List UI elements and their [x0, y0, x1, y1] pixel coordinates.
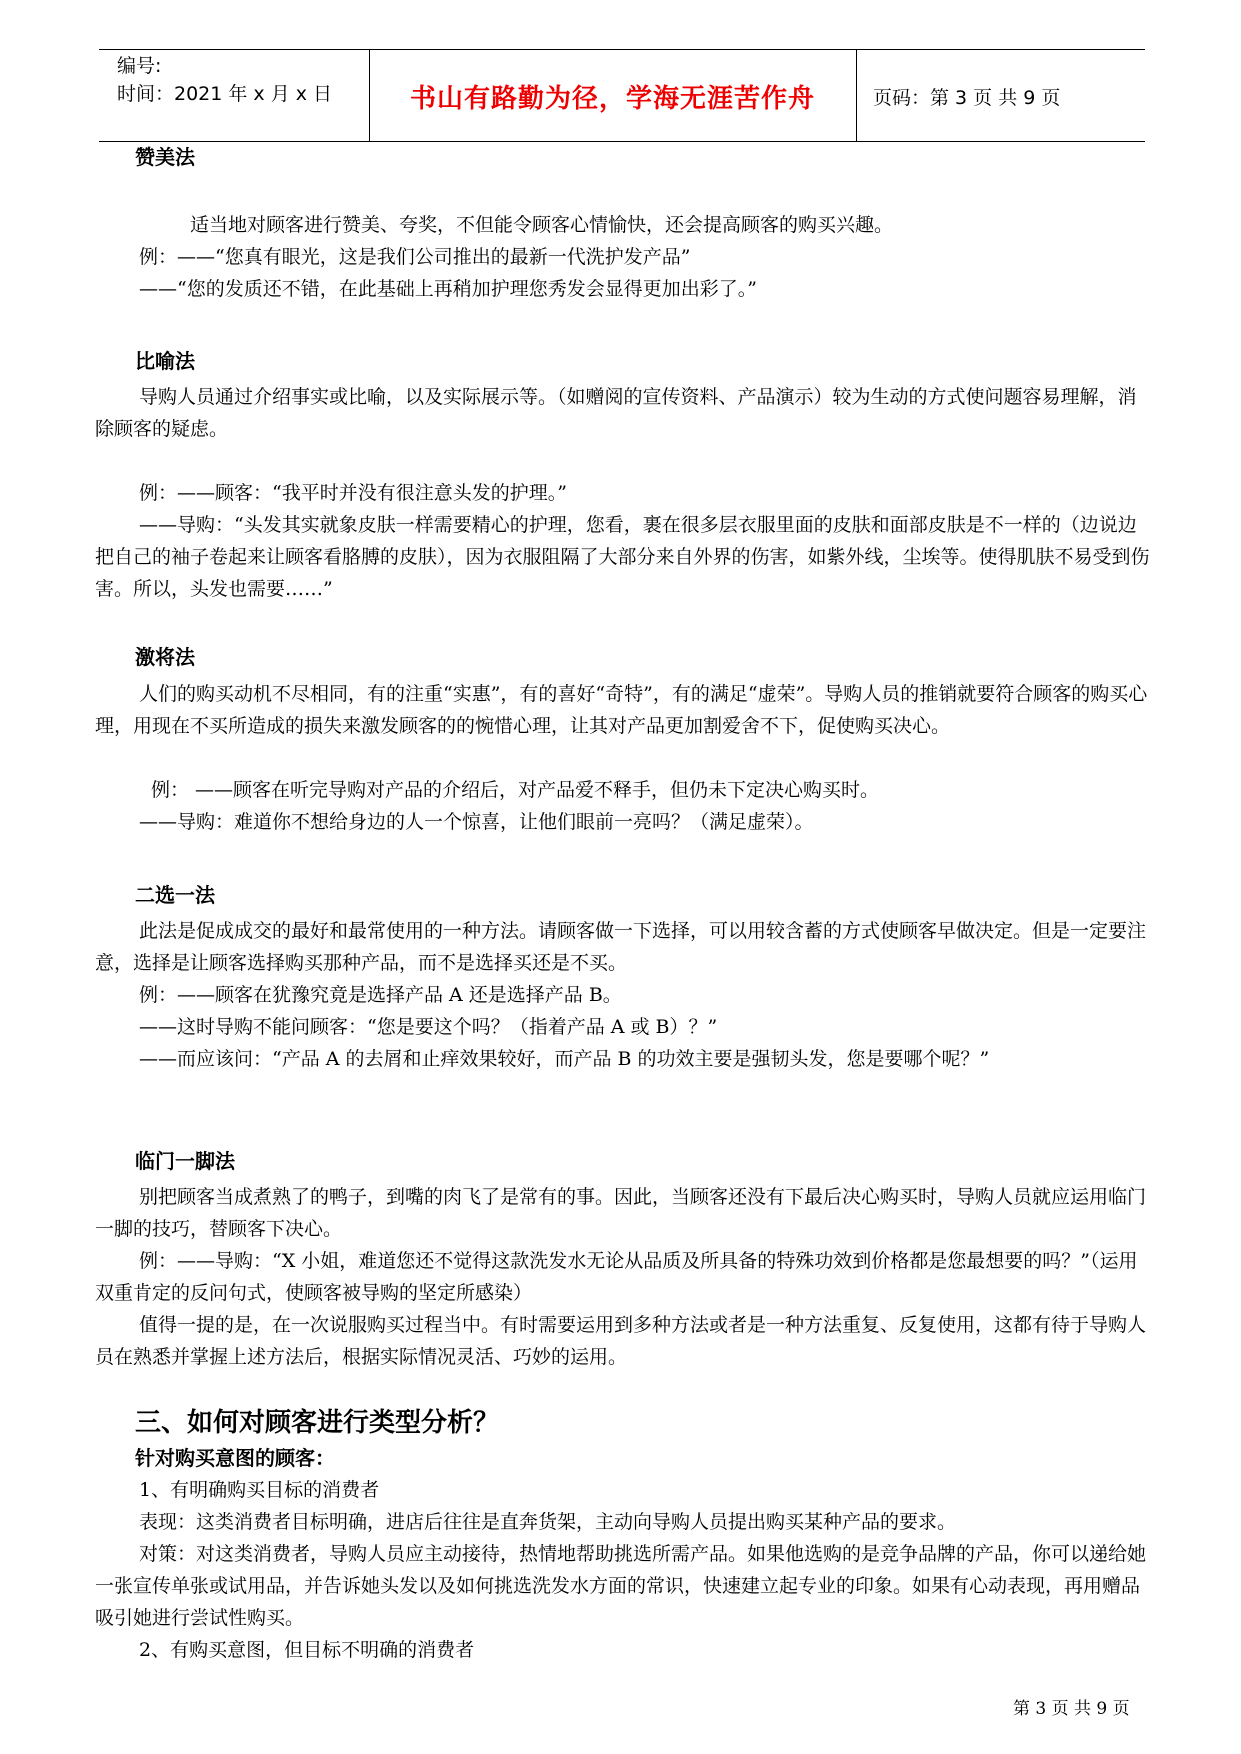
- header-meta: [117, 52, 332, 108]
- paragraph: 例：——“您真有眼光，这是我们公司推出的最新一代洗护发产品”: [139, 246, 691, 268]
- section-title-metaphor: 比喻法: [135, 349, 195, 373]
- header-page-info: 页码：第 3 页 共 9 页: [873, 87, 1061, 109]
- section-title-alternative: 二选一法: [135, 883, 215, 907]
- paragraph: ——“您的发质还不错，在此基础上再稍加护理您秀发会显得更加出彩了。”: [139, 278, 757, 300]
- page-footer: 第 3 页 共 9 页: [1013, 1699, 1130, 1719]
- paragraph: 导购人员通过介绍事实或比喻，以及实际展示等。（如赠阅的宣传资料、产品演示）较为生动的方式使问题容易理解，消除顾客的疑虑。: [95, 386, 1137, 440]
- document-number: 编号:: [117, 55, 162, 77]
- section-title-final-push: 临门一脚法: [135, 1149, 235, 1173]
- paragraph: 例：——顾客在犹豫究竟是选择产品 A 还是选择产品 B。: [139, 984, 622, 1006]
- header-top-rule: [99, 49, 1145, 50]
- paragraph: ——导购：难道你不想给身边的人一个惊喜，让他们眼前一亮吗？（满足虚荣）。: [139, 811, 814, 833]
- part-three-subheading: 针对购买意图的顾客：: [135, 1446, 335, 1470]
- paragraph: 别把顾客当成煮熟了的鸭子，到嘴的肉飞了是常有的事。因此，当顾客还没有下最后决心购买时，导购人员就应运用临门一脚的技巧，替顾客下决心。: [95, 1186, 1147, 1240]
- paragraph: 例： ——顾客在听完导购对产品的介绍后，对产品爱不释手，但仍未下定决心购买时。: [151, 779, 880, 801]
- paragraph: 2、有购买意图，但目标不明确的消费者: [139, 1639, 475, 1661]
- paragraph: 1、有明确购买目标的消费者: [139, 1479, 380, 1501]
- paragraph: 适当地对顾客进行赞美、夸奖，不但能令顾客心情愉快，还会提高顾客的购买兴趣。: [190, 214, 894, 236]
- header-motto: 书山有路勤为径，学海无涯苦作舟: [409, 84, 815, 114]
- document-date: 时间：2021 年 x 月 x 日: [117, 83, 333, 105]
- paragraph: ——这时导购不能问顾客：“您是要这个吗？（指着产品 A 或 B）？”: [139, 1016, 718, 1038]
- paragraph: 例：——导购：“X 小姐，难道您还不觉得这款洗发水无论从品质及所具备的特殊功效到价格都是您最想要的吗？”（运用双重肯定的反问句式，使顾客被导购的坚定所感染）: [95, 1250, 1138, 1304]
- paragraph: 此法是促成成交的最好和最常使用的一种方法。请顾客做一下选择，可以用较含蓄的方式使顾客早做决定。但是一定要注意，选择是让顾客选择购买那种产品，而不是选择买还是不买。: [95, 920, 1147, 974]
- paragraph: ——而应该问：“产品 A 的去屑和止痒效果较好，而产品 B 的功效主要是强韧头发，您是要哪个呢？”: [139, 1048, 990, 1070]
- paragraph: 对策：对这类消费者，导购人员应主动接待，热情地帮助挑选所需产品。如果他选购的是竞争品牌的产品，你可以递给她一张宣传单张或试用品，并告诉她头发以及如何挑选洗发水方面的常识，快速建立起专业的印象。如果有心动表现，再用赠品吸引她进行尝试性购买。: [95, 1543, 1147, 1629]
- paragraph: 例：——顾客：“我平时并没有很注意头发的护理。”: [139, 482, 567, 504]
- paragraph: 表现：这类消费者目标明确，进店后往往是直奔货架，主动向导购人员提出购买某种产品的要求。: [139, 1511, 957, 1533]
- paragraph: ——导购：“头发其实就象皮肤一样需要精心的护理，您看，裹在很多层衣服里面的皮肤和面部皮肤是不一样的（边说边把自己的袖子卷起来让顾客看胳膊的皮肤），因为衣服阻隔了大部分来自外界的伤害，如紫外线，尘埃等。使得肌肤不易受到伤害。所以，头发也需要……”: [95, 514, 1150, 600]
- section-title-praise: 赞美法: [135, 145, 195, 169]
- header-divider-right: [856, 49, 857, 142]
- paragraph: 人们的购买动机不尽相同，有的注重“实惠”，有的喜好“奇特”，有的满足“虚荣”。导购人员的推销就要符合顾客的购买心理，用现在不买所造成的损失来激发顾客的的惋惜心理，让其对产品更加割爱舍不下，促使购买决心。: [95, 683, 1148, 737]
- section-title-provocation: 激将法: [135, 645, 195, 669]
- paragraph: 值得一提的是，在一次说服购买过程当中。有时需要运用到多种方法或者是一种方法重复、反复使用，这都有待于导购人员在熟悉并掌握上述方法后，根据实际情况灵活、巧妙的运用。: [95, 1314, 1147, 1368]
- part-three-heading: 三、如何对顾客进行类型分析？: [135, 1408, 500, 1438]
